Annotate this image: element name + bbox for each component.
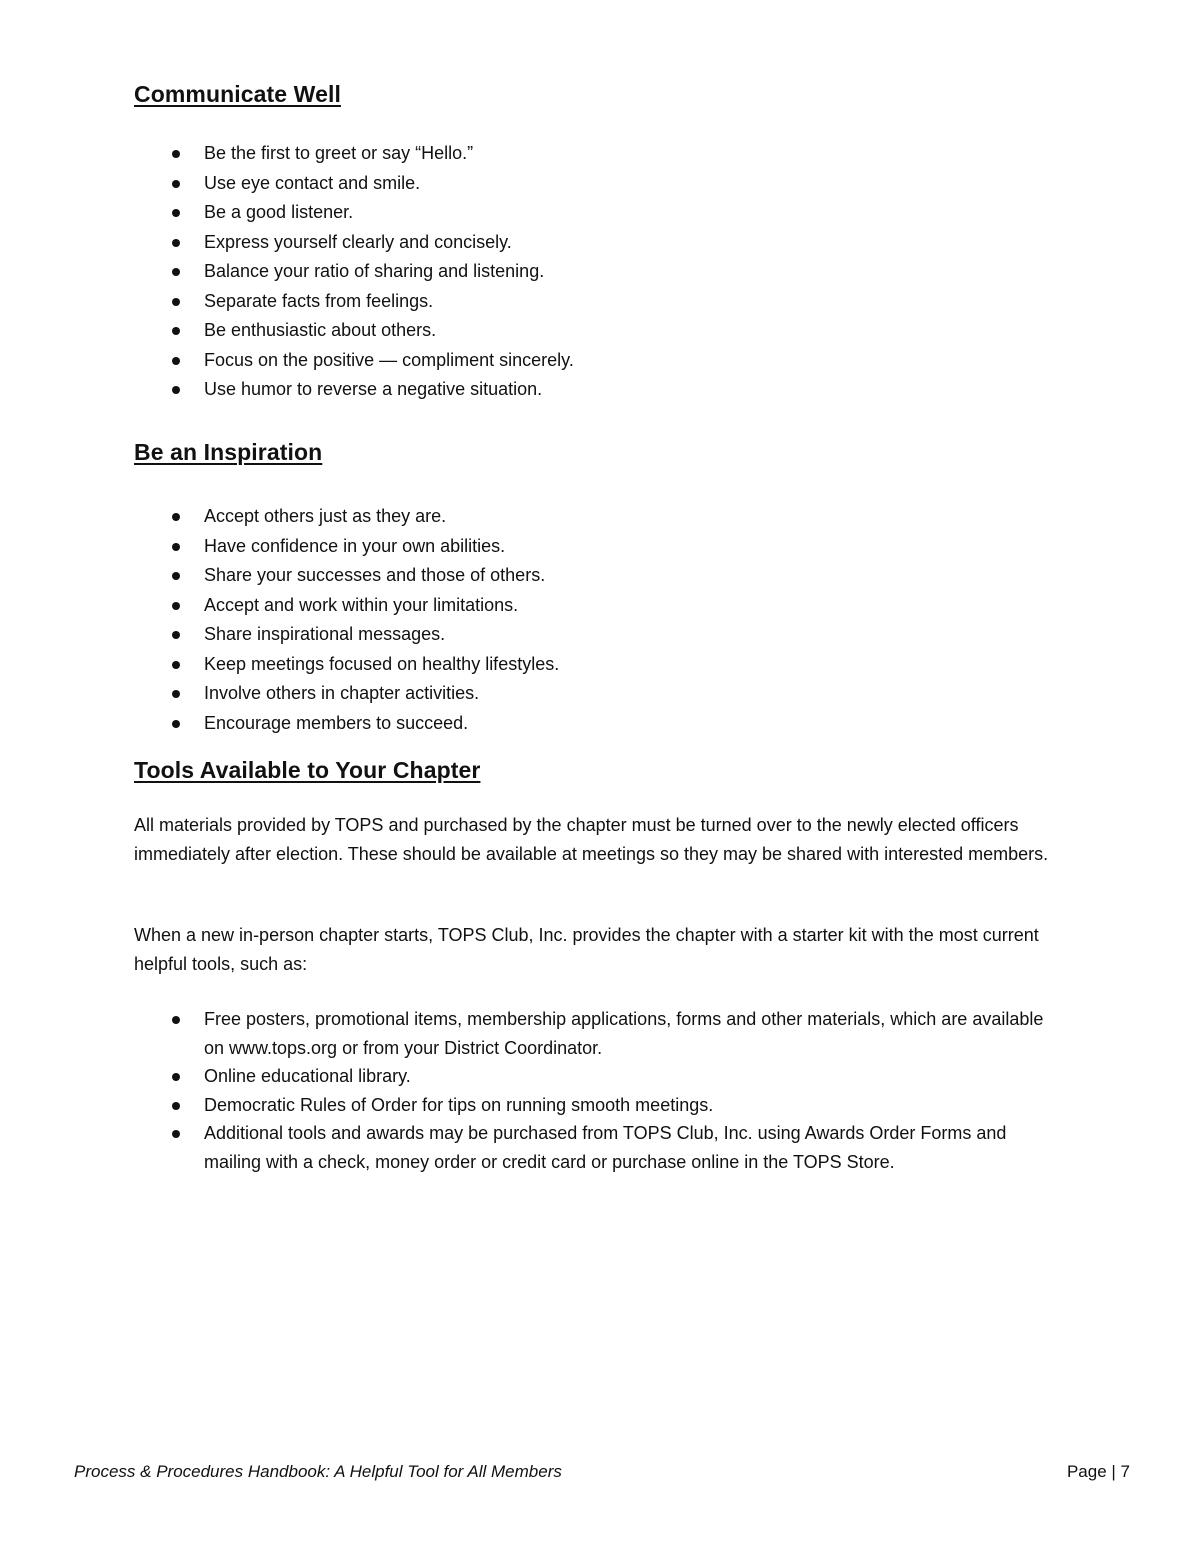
list-item-text: Use humor to reverse a negative situation.: [204, 379, 543, 399]
list-item-text: Accept others just as they are.: [204, 506, 447, 526]
list-item-text: Express yourself clearly and concisely.: [204, 231, 512, 252]
list-item-text: Accept and work within your limitations.: [204, 594, 519, 615]
list-item-text: Share your successes and those of others.: [204, 565, 546, 585]
tools-list: [134, 1005, 1054, 1176]
communicate-well-heading: Communicate Well: [134, 81, 341, 107]
list-item: [134, 1091, 1054, 1120]
list-item-text: Democratic Rules of Order for tips on running smooth meetings.: [204, 1094, 714, 1115]
bullet-icon: [172, 602, 180, 610]
be-an-inspiration-heading: Be an Inspiration: [134, 439, 323, 465]
be-an-inspiration-list: [134, 502, 1054, 738]
list-item-text: Free posters, promotional items, membership applications, forms and other materials, which are available on www.tops.org or from your District Coordinator.: [204, 1009, 1044, 1058]
list-item: [134, 287, 1054, 317]
bullet-icon: [172, 239, 180, 247]
list-item: [134, 679, 1054, 709]
bullet-icon: [172, 513, 180, 521]
list-item-text: Share inspirational messages.: [204, 624, 446, 644]
list-item: [134, 709, 1054, 739]
bullet-icon: [172, 690, 180, 698]
bullet-icon: [172, 327, 180, 335]
bullet-icon: [172, 180, 180, 188]
bullet-icon: [172, 720, 180, 728]
list-item-text: Be the first to greet or say “Hello.”: [204, 143, 474, 163]
bullet-icon: [172, 357, 180, 365]
list-item-text: Additional tools and awards may be purchased from TOPS Club, Inc. using Awards Order Forms and mailing with a check, money order or credit card or purchase online in the TOPS Store.: [204, 1123, 1007, 1172]
list-item: [134, 591, 1054, 621]
list-item: [134, 1119, 1054, 1176]
list-item: [134, 650, 1054, 680]
list-item-text: Separate facts from feelings.: [204, 290, 434, 311]
list-item-text: Encourage members to succeed.: [204, 712, 469, 733]
bullet-icon: [172, 572, 180, 580]
list-item-text: Balance your ratio of sharing and listening.: [204, 261, 545, 281]
list-item-text: Online educational library.: [204, 1066, 411, 1086]
list-item-text: Keep meetings focused on healthy lifestyles.: [204, 653, 560, 674]
list-item: [134, 1062, 1054, 1091]
list-item: [134, 1005, 1054, 1062]
bullet-icon: [172, 1073, 180, 1081]
list-item: [134, 169, 1054, 199]
bullet-icon: [172, 209, 180, 217]
list-item-text: Focus on the positive — compliment sincerely.: [204, 349, 574, 370]
bullet-icon: [172, 1016, 180, 1024]
list-item: [134, 620, 1054, 650]
list-item: [134, 139, 1054, 169]
footer-page-number: Page | 7: [1066, 1462, 1130, 1481]
bullet-icon: [172, 631, 180, 639]
communicate-well-list: [134, 139, 1054, 405]
list-item: [134, 532, 1054, 562]
bullet-icon: [172, 298, 180, 306]
footer-document-title: Process & Procedures Handbook: A Helpful Tool for All Members: [74, 1462, 562, 1481]
tools-paragraph-starter-kit: When a new in-person chapter starts, TOPS Club, Inc. provides the chapter with a starter kit with the most current helpful tools, such as:: [134, 925, 1039, 974]
list-item: [134, 346, 1054, 376]
bullet-icon: [172, 386, 180, 394]
list-item: [134, 502, 1054, 532]
bullet-icon: [172, 150, 180, 158]
bullet-icon: [172, 543, 180, 551]
bullet-icon: [172, 1130, 180, 1138]
list-item-text: Have confidence in your own abilities.: [204, 535, 506, 556]
list-item: [134, 257, 1054, 287]
list-item: [134, 316, 1054, 346]
list-item-text: Be enthusiastic about others.: [204, 320, 437, 340]
list-item-text: Involve others in chapter activities.: [204, 683, 480, 703]
bullet-icon: [172, 1102, 180, 1110]
list-item: [134, 228, 1054, 258]
list-item: [134, 198, 1054, 228]
list-item: [134, 375, 1054, 405]
list-item-text: Use eye contact and smile.: [204, 172, 421, 193]
tools-paragraph-materials: All materials provided by TOPS and purchased by the chapter must be turned over to the newly elected officers immediately after election. These should be available at meetings so they may be shared with interested members.: [134, 815, 1049, 864]
bullet-icon: [172, 661, 180, 669]
tools-available-heading: Tools Available to Your Chapter: [134, 757, 481, 783]
bullet-icon: [172, 268, 180, 276]
list-item: [134, 561, 1054, 591]
list-item-text: Be a good listener.: [204, 202, 354, 222]
